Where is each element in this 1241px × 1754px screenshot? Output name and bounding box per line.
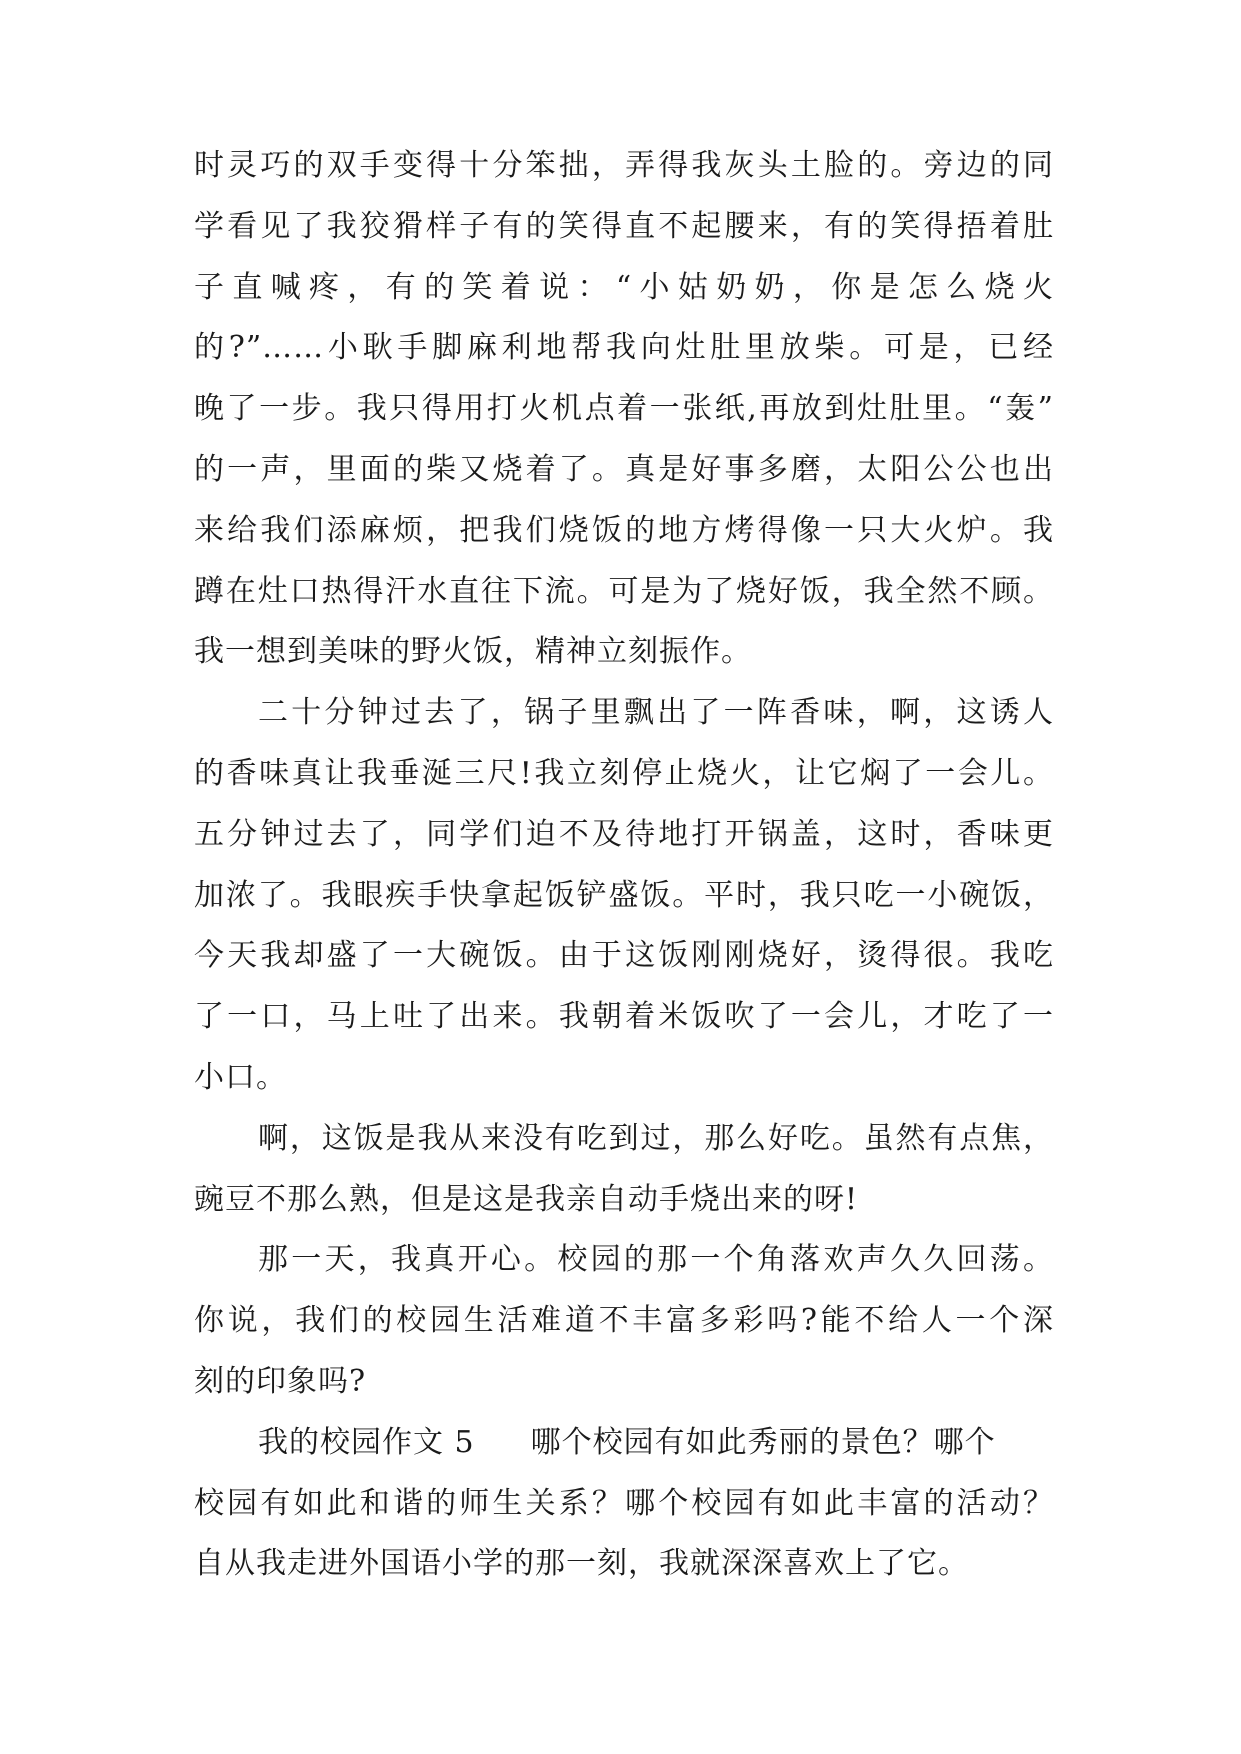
text-line: 你说，我们的校园生活难道不丰富多彩吗?能不给人一个深 (194, 1303, 1054, 1339)
text-line: 来给我们添麻烦，把我们烧饭的地方烤得像一只大火炉。我 (194, 512, 1054, 548)
text-line: 蹲在灶口热得汗水直往下流。可是为了烧好饭，我全然不顾。 (194, 573, 1054, 609)
text-line: 五分钟过去了，同学们迫不及待地打开锅盖，这时，香味更 (194, 816, 1054, 852)
paragraph-start-line: 二十分钟过去了，锅子里飘出了一阵香味，啊，这诱人 (258, 695, 1054, 731)
text-line: 小口。 (194, 1059, 287, 1095)
text-line: 晚了一步。我只得用打火机点着一张纸,再放到灶肚里。“轰” (194, 391, 1054, 427)
text-line: 加浓了。我眼疾手快拿起饭铲盛饭。平时，我只吃一小碗饭， (194, 877, 1054, 913)
essay-heading-inline: 我的校园作文 5 (258, 1424, 475, 1460)
text-line: 刻的印象吗? (194, 1363, 367, 1399)
text-line: 我一想到美味的野火饭，精神立刻振作。 (194, 634, 752, 670)
text-segment: 哪个校园有如此秀丽的景色？哪个 (530, 1424, 996, 1460)
text-line: 校园有如此和谐的师生关系？哪个校园有如此丰富的活动？ (194, 1485, 1054, 1521)
text-line: 自从我走进外国语小学的那一刻，我就深深喜欢上了它。 (194, 1546, 969, 1582)
text-line: 的一声，里面的柴又烧着了。真是好事多磨，太阳公公也出 (194, 451, 1054, 487)
paragraph-start-line: 啊，这饭是我从来没有吃到过，那么好吃。虽然有点焦， (258, 1120, 1054, 1156)
text-line: 了一口，马上吐了出来。我朝着米饭吹了一会儿，才吃了一 (194, 999, 1054, 1035)
text-line: 时灵巧的双手变得十分笨拙，弄得我灰头土脸的。旁边的同 (194, 148, 1054, 183)
text-line: 豌豆不那么熟，但是这是我亲自动手烧出来的呀! (194, 1181, 859, 1217)
document-body (194, 136, 1054, 1595)
text-line: 的香味真让我垂涎三尺!我立刻停止烧火，让它焖了一会儿。 (194, 755, 1054, 791)
paragraph-start-line: 那一天，我真开心。校园的那一个角落欢声久久回荡。 (258, 1242, 1054, 1278)
text-line: 子直喊疼，有的笑着说：“小姑奶奶，你是怎么烧火 (194, 269, 1054, 305)
text-line: 学看见了我狡猾样子有的笑得直不起腰来，有的笑得捂着肚 (194, 208, 1054, 244)
paragraph-start-line (194, 1413, 1054, 1474)
text-line: 今天我却盛了一大碗饭。由于这饭刚刚烧好，烫得很。我吃 (194, 938, 1054, 974)
text-line: 的?”……小耿手脚麻利地帮我向灶肚里放柴。可是，已经 (194, 330, 1054, 366)
